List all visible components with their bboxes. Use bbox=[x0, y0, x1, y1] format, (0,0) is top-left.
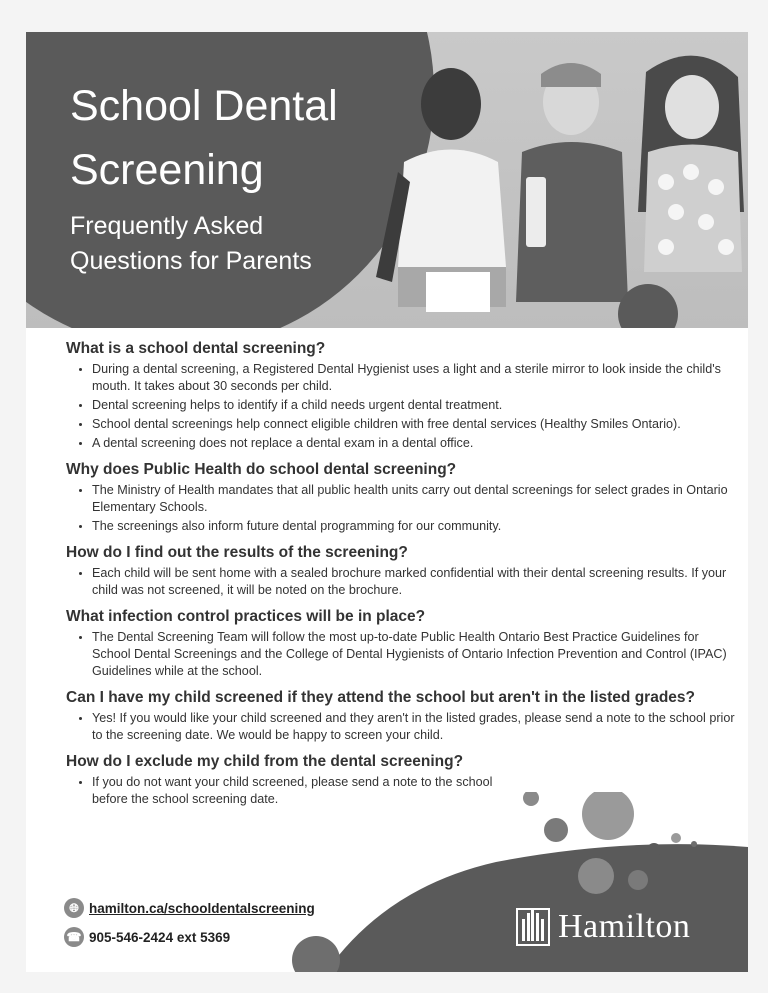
faq-section bbox=[66, 689, 738, 744]
faq-heading: What infection control practices will be in place? bbox=[66, 608, 426, 625]
faq-bullet: • During a dental screening, a Registered Dental Hygienist uses a light and a sterile mirror to look inside the child's mouth. It takes about 30 seconds per child. bbox=[92, 361, 738, 395]
faq-bullet: • If you do not want your child screened, please send a note to the school before the school screening date. bbox=[92, 774, 502, 808]
faq-section bbox=[66, 461, 738, 535]
faq-content bbox=[66, 340, 738, 817]
faq-bullet: • The Dental Screening Team will follow the most up-to-date Public Health Ontario Best Practice Guidelines for School Dental Screenings and the College of Dental Hygienists of Ontario Infection Prevention and Control (IPAC) Guidelines while at the school. bbox=[92, 629, 738, 680]
faq-bullet: • School dental screenings help connect eligible children with free dental services (Healthy Smiles Ontario). bbox=[92, 416, 738, 433]
website-link[interactable]: hamilton.ca/schooldentalscreening bbox=[89, 900, 315, 916]
flyer-page bbox=[26, 32, 748, 972]
decor-circle bbox=[647, 843, 661, 857]
decor-circle bbox=[292, 936, 340, 972]
faq-bullet-list bbox=[66, 774, 502, 808]
faq-heading: Why does Public Health do school dental screening? bbox=[66, 461, 457, 478]
decor-circle bbox=[578, 858, 614, 894]
hamilton-logo-mark-icon bbox=[516, 908, 550, 946]
child-photo-middle bbox=[516, 63, 628, 302]
phone-icon: ☎ bbox=[64, 927, 84, 947]
faq-heading: How do I find out the results of the screening? bbox=[66, 544, 408, 561]
faq-bullet-list bbox=[66, 361, 738, 452]
faq-section bbox=[66, 753, 738, 808]
faq-bullet: • The screenings also inform future dental programming for our community. bbox=[92, 518, 738, 535]
faq-heading: Can I have my child screened if they attend the school but aren't in the listed grades? bbox=[66, 689, 695, 706]
faq-heading: How do I exclude my child from the dental screening? bbox=[66, 753, 464, 770]
faq-bullet-list bbox=[66, 710, 738, 744]
faq-bullet: • Yes! If you would like your child screened and they aren't in the listed grades, please send a note to the school prior to the screening date. We would be happy to screen your child. bbox=[92, 710, 738, 744]
faq-bullet: • Each child will be sent home with a sealed brochure marked confidential with their dental screening results. If your child was not screened, it will be noted on the brochure. bbox=[92, 565, 738, 599]
decor-circle bbox=[691, 841, 697, 847]
decor-circle bbox=[628, 870, 648, 890]
phone-contact[interactable] bbox=[64, 927, 230, 947]
decor-circle bbox=[544, 818, 568, 842]
globe-icon: 🌐︎ bbox=[64, 898, 84, 918]
faq-bullet-list bbox=[66, 629, 738, 680]
faq-section bbox=[66, 608, 738, 680]
faq-bullet-list bbox=[66, 482, 738, 535]
faq-bullet: • The Ministry of Health mandates that all public health units carry out dental screenings for select grades in Ontario Elementary Schools. bbox=[92, 482, 738, 516]
hero-banner bbox=[26, 32, 748, 328]
website-contact[interactable] bbox=[64, 898, 315, 918]
page-title-line-1: School Dental bbox=[70, 82, 338, 130]
child-photo-right bbox=[638, 56, 744, 272]
faq-bullet: • A dental screening does not replace a dental exam in a dental office. bbox=[92, 435, 738, 452]
hamilton-logo bbox=[516, 908, 690, 946]
page-title-line-2: Screening bbox=[70, 146, 264, 194]
faq-bullet-list bbox=[66, 565, 738, 599]
faq-heading: What is a school dental screening? bbox=[66, 340, 326, 357]
faq-section bbox=[66, 340, 738, 452]
decor-circle bbox=[671, 833, 681, 843]
page-subtitle-line-2: Questions for Parents bbox=[70, 247, 312, 275]
faq-bullet: • Dental screening helps to identify if a child needs urgent dental treatment. bbox=[92, 397, 738, 414]
logo-wordmark: Hamilton bbox=[558, 908, 691, 945]
page-subtitle-line-1: Frequently Asked bbox=[70, 212, 264, 240]
phone-number[interactable]: 905-546-2424 ext 5369 bbox=[89, 929, 231, 945]
faq-section bbox=[66, 544, 738, 599]
